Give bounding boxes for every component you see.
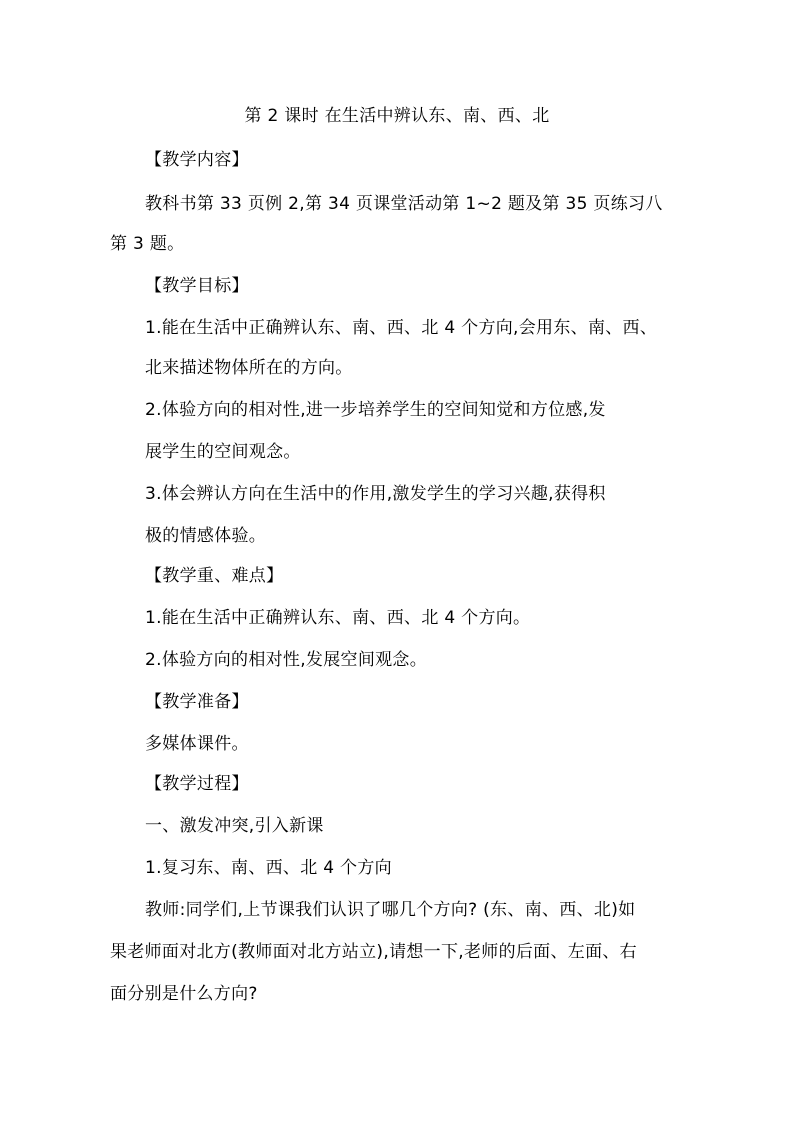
paragraph-line: 1.能在生活中正确辨认东、南、西、北 4 个方向,会用东、南、西、 [145,318,658,338]
paragraph-line: 极的情感体验。 [145,526,267,546]
section-heading-process: 【教学过程】 [145,774,249,794]
paragraph-line: 多媒体课件。 [145,734,249,754]
paragraph-line: 教科书第 33 页例 2,第 34 页课堂活动第 1~2 题及第 35 页练习八 [145,194,663,214]
page-title: 第 2 课时 在生活中辨认东、南、西、北 [244,106,550,126]
paragraph-line: 北来描述物体所在的方向。 [145,358,353,378]
section-heading-objectives: 【教学目标】 [145,276,249,296]
section-heading-preparation: 【教学准备】 [145,692,249,712]
section-heading-content: 【教学内容】 [145,150,249,170]
paragraph-line: 1.能在生活中正确辨认东、南、西、北 4 个方向。 [145,608,531,628]
paragraph-line: 果老师面对北方(教师面对北方站立),请想一下,老师的后面、左面、右 [110,942,637,962]
paragraph-line: 1.复习东、南、西、北 4 个方向 [145,858,392,878]
paragraph-line: 2.体验方向的相对性,发展空间观念。 [145,650,428,670]
paragraph-line: 3.体会辨认方向在生活中的作用,激发学生的学习兴趣,获得积 [145,484,606,504]
paragraph-line: 第 3 题。 [110,234,185,254]
subsection-heading: 一、激发冲突,引入新课 [145,816,324,836]
paragraph-line: 2.体验方向的相对性,进一步培养学生的空间知觉和方位感,发 [145,400,606,420]
paragraph-line: 展学生的空间观念。 [145,442,301,462]
section-heading-key-points: 【教学重、难点】 [145,566,284,586]
paragraph-line: 面分别是什么方向? [110,984,258,1004]
paragraph-line: 教师:同学们,上节课我们认识了哪几个方向? (东、南、西、北)如 [145,900,636,920]
